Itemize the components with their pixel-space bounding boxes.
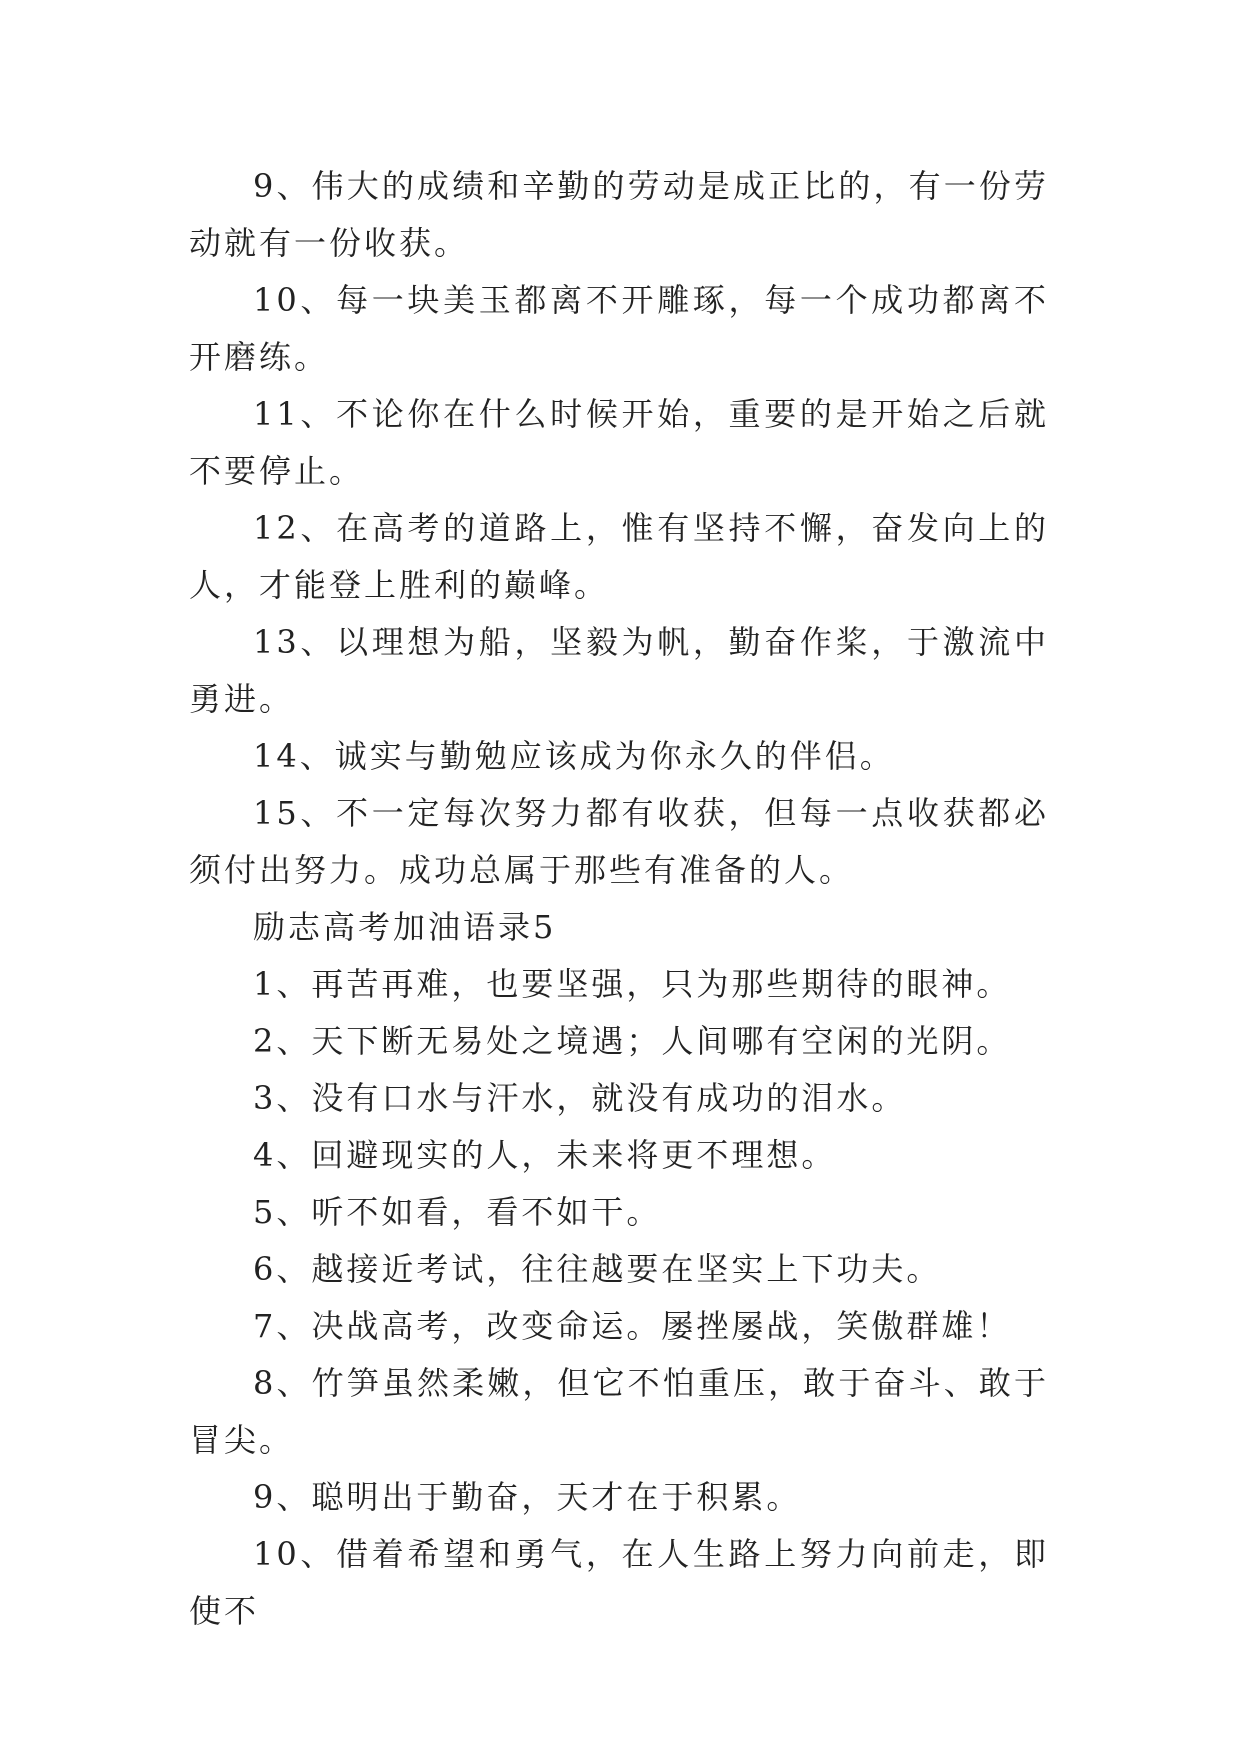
section-paragraph-3: 3、没有口水与汗水，就没有成功的泪水。: [253, 1079, 907, 1117]
section-paragraph-1: 1、再苦再难，也要坚强，只为那些期待的眼神。: [253, 965, 1012, 1003]
paragraph-quote-13: 13、以理想为船，坚毅为帆，勤奋作桨，于激流中勇进。: [189, 623, 1049, 718]
section-heading: 励志高考加油语录5: [253, 908, 557, 946]
paragraph-quote-12: 12、在高考的道路上，惟有坚持不懈，奋发向上的人，才能登上胜利的巅峰。: [189, 509, 1049, 604]
paragraph-quote-15: 15、不一定每次努力都有收获，但每一点收获都必须付出努力。成功总属于那些有准备的人。: [189, 794, 1049, 889]
section-paragraph-2: 2、天下断无易处之境遇；人间哪有空闲的光阴。: [253, 1022, 1012, 1060]
section-paragraph-9: 9、聪明出于勤奋，天才在于积累。: [253, 1478, 802, 1516]
section-paragraph-8: 8、竹笋虽然柔嫩，但它不怕重压，敢于奋斗、敢于冒尖。: [189, 1364, 1049, 1459]
section-paragraph-4: 4、回避现实的人，未来将更不理想。: [253, 1136, 837, 1174]
section-paragraph-7: 7、决战高考，改变命运。屡挫屡战，笑傲群雄！: [253, 1307, 1012, 1345]
section-paragraph-5: 5、听不如看，看不如干。: [253, 1193, 662, 1231]
paragraph-quote-11: 11、不论你在什么时候开始，重要的是开始之后就不要停止。: [189, 395, 1049, 490]
paragraph-quote-14: 14、诚实与勤勉应该成为你永久的伴侣。: [253, 737, 895, 775]
paragraph-quote-9: 9、伟大的成绩和辛勤的劳动是成正比的，有一份劳动就有一份收获。: [189, 167, 1049, 262]
section-paragraph-6: 6、越接近考试，往往越要在坚实上下功夫。: [253, 1250, 942, 1288]
paragraph-quote-10: 10、每一块美玉都离不开雕琢，每一个成功都离不开磨练。: [189, 281, 1049, 376]
document-body: [189, 158, 1049, 1640]
section-paragraph-10: 10、借着希望和勇气，在人生路上努力向前走，即使不: [189, 1535, 1049, 1630]
